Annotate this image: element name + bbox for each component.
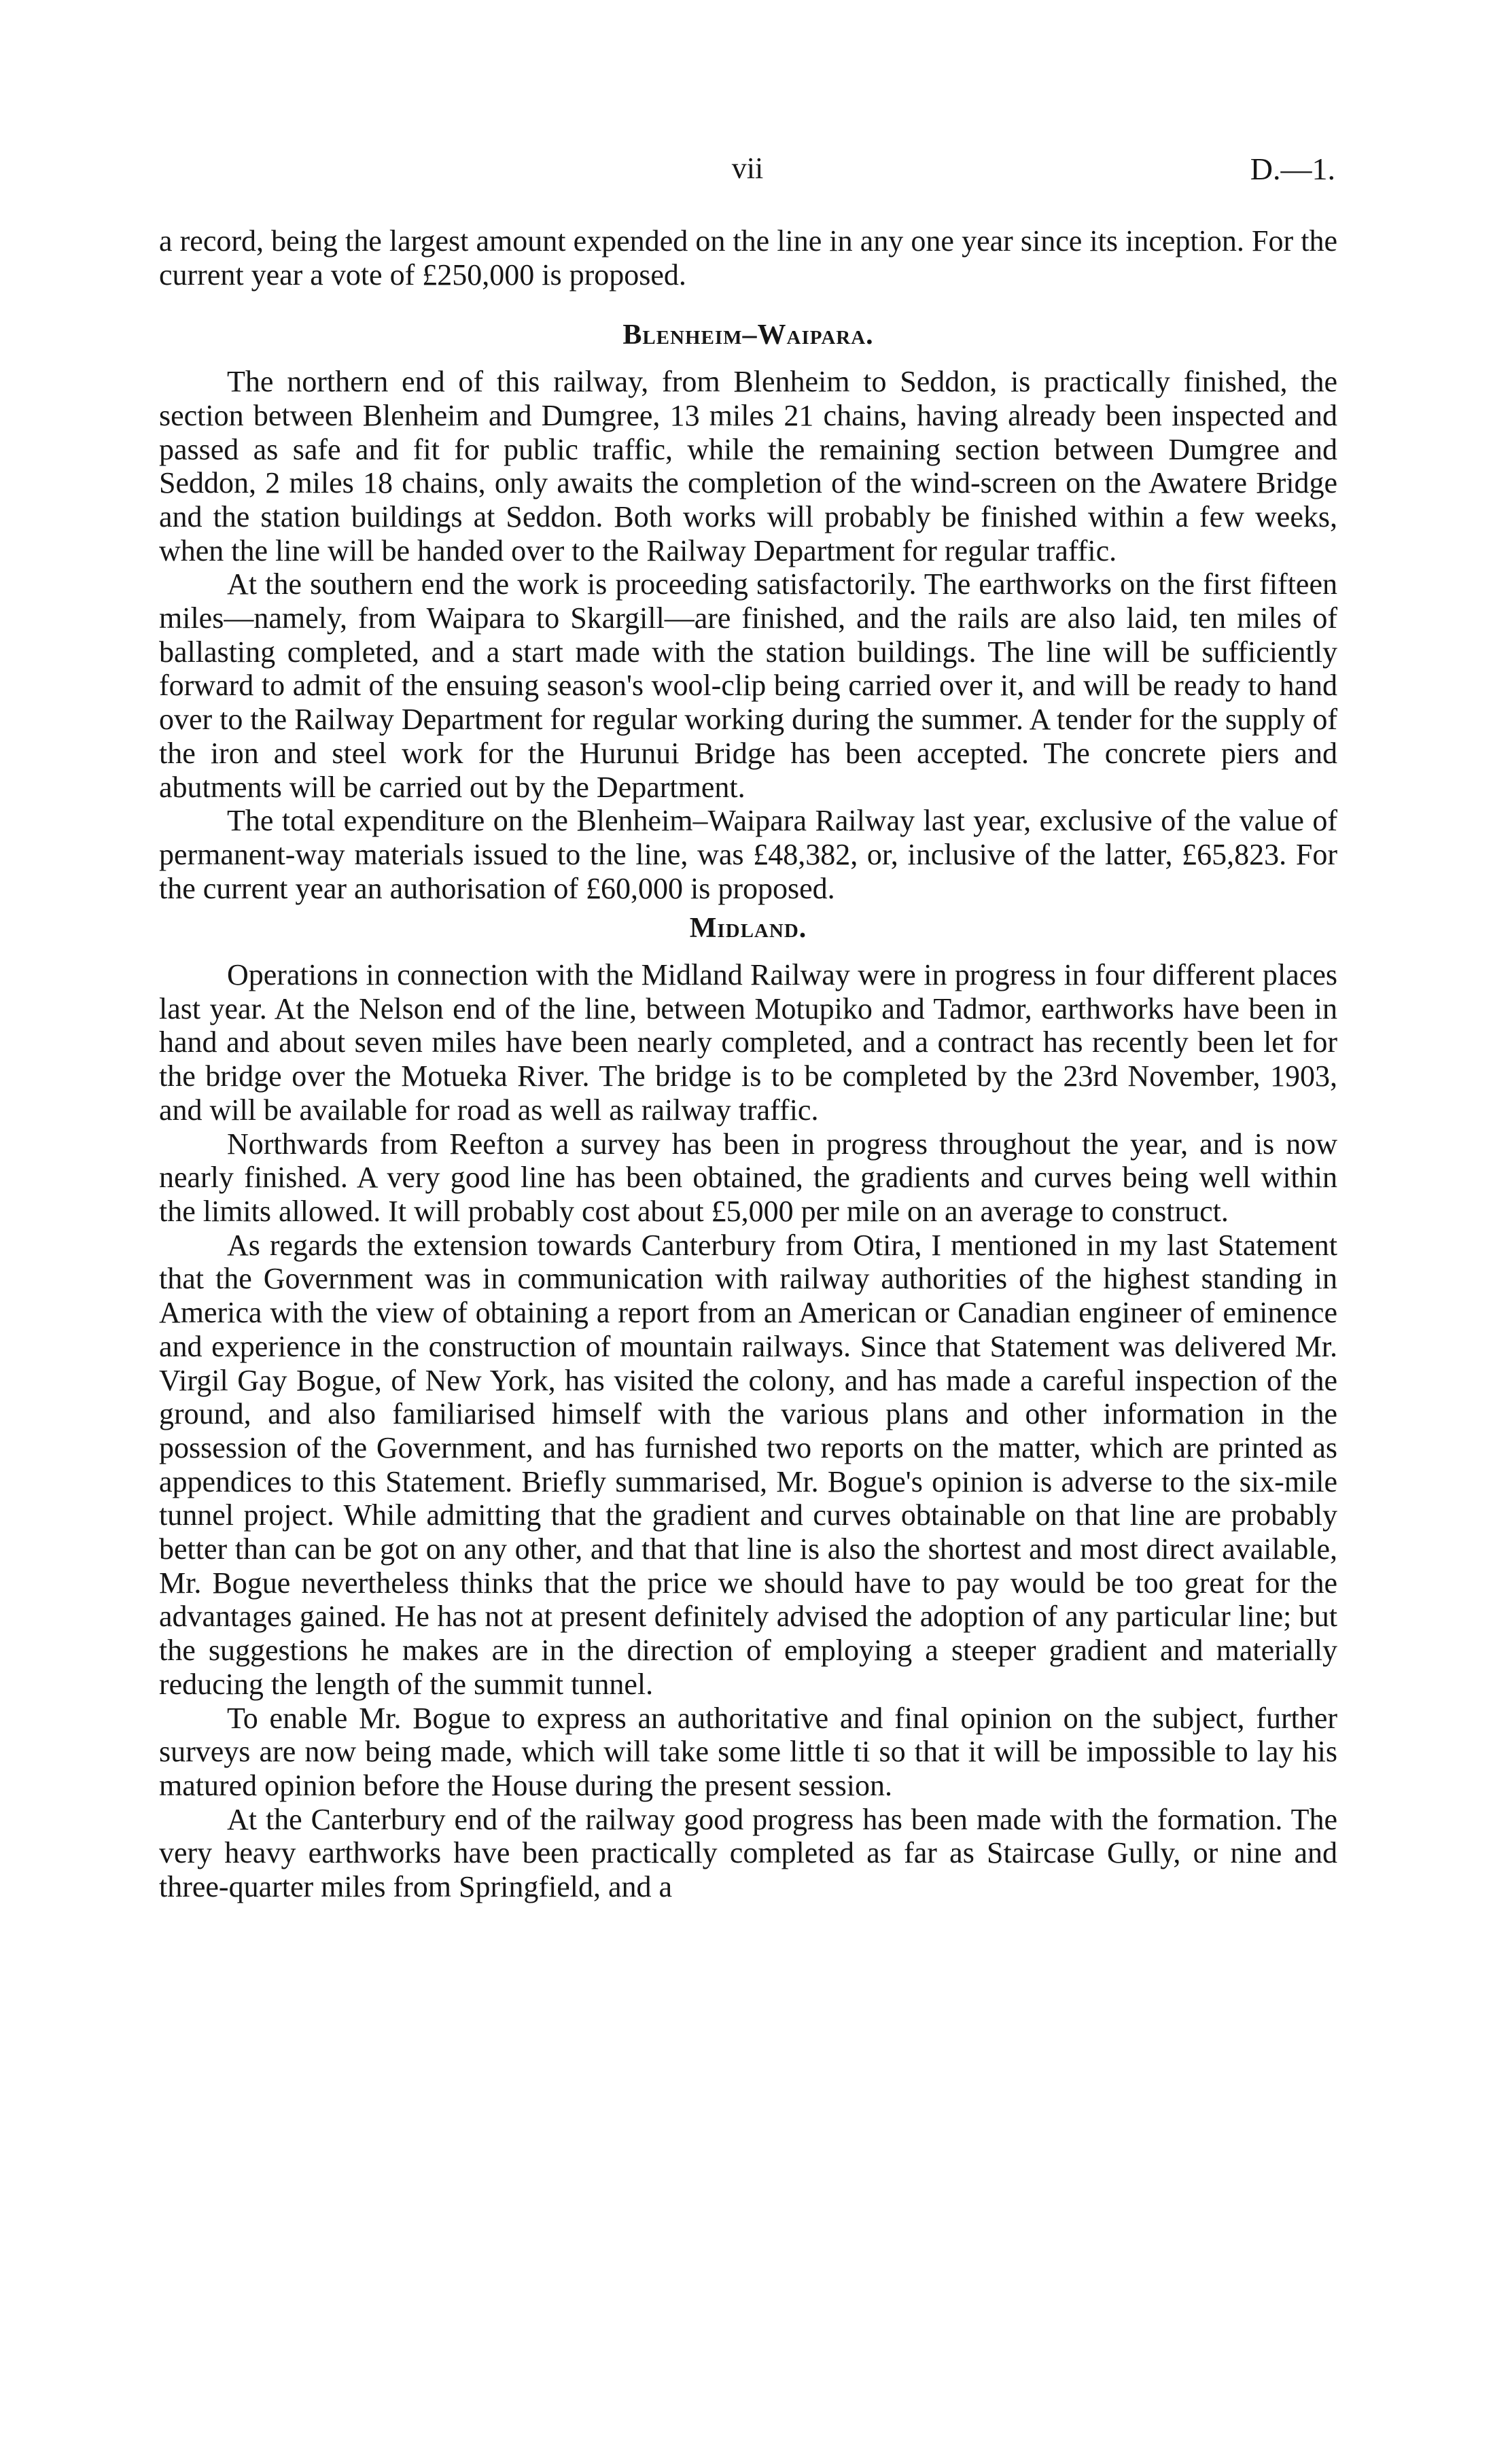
intro-paragraph: a record, being the largest amount expended on the line in any one year since its inception. For the current year a vote of £250,000 is proposed.: [159, 224, 1337, 292]
paragraph: Northwards from Reefton a survey has been in progress throughout the year, and is now nearly finished. A very good line has been obtained, the gradients and curves being well within the limits allowed. It will probably cost about £5,000 per mile on an average to construct.: [159, 1127, 1337, 1228]
section-heading-midland: Midland.: [689, 913, 807, 945]
section-heading-blenheim-waipara: Blenheim–Waipara.: [622, 319, 874, 351]
page-number: vii: [731, 152, 764, 185]
paragraph: At the southern end the work is proceeding satisfactorily. The earthworks on the first fifteen miles—namely, from Waipara to Skargill—are finished, and the rails are also laid, ten miles of ballasting completed, and a start made with the station buildings. The line will be sufficiently forward to admit of the ensuing season's wool-clip being carried over it, and will be ready to hand over to the Railway Department for regular working during the summer. A tender for the supply of the iron and steel work for the Hurunui Bridge has been accepted. The concrete piers and abutments will be carried out by the Department.: [159, 567, 1337, 804]
paragraph: The northern end of this railway, from Blenheim to Seddon, is practically finished, the section between Blenheim and Dumgree, 13 miles 21 chains, having already been inspected and passed as safe and fit for public traffic, while the remaining section between Dumgree and Seddon, 2 miles 18 chains, only awaits the completion of the wind-screen on the Awatere Bridge and the station buildings at Seddon. Both works will probably be finished within a few weeks, when the line will be handed over to the Railway Department for regular traffic.: [159, 365, 1337, 567]
paragraph: As regards the extension towards Canterbury from Otira, I mentioned in my last Statement that the Government was in communication with railway authorities of the highest standing in America with the view of obtaining a report from an American or Canadian engineer of eminence and experience in the construction of mountain railways. Since that Statement was delivered Mr. Virgil Gay Bogue, of New York, has visited the colony, and has made a careful inspection of the ground, and also familiarised himself with the various plans and other information in the possession of the Government, and has furnished two reports on the matter, which are printed as appendices to this Statement. Briefly summarised, Mr. Bogue's opinion is adverse to the six-mile tunnel project. While admitting that the gradient and curves obtainable on that line are probably better than can be got on any other, and that that line is also the shortest and most direct available, Mr. Bogue nevertheless thinks that the price we should have to pay would be too great for the advantages gained. He has not at present definitely advised the adoption of any particular line; but the suggestions he makes are in the direction of employing a steeper gradient and materially reducing the length of the summit tunnel.: [159, 1228, 1337, 1701]
paragraph: At the Canterbury end of the railway good progress has been made with the formation. The very heavy earthworks have been practically completed as far as Staircase Gully, or nine and three-quarter miles from Springfield, and a: [159, 1802, 1337, 1904]
document-body: [159, 224, 1337, 1904]
paragraph: Operations in connection with the Midland Railway were in progress in four different places last year. At the Nelson end of the line, between Motupiko and Tadmor, earthworks have been in hand and about seven miles have been nearly completed, and a contract has recently been let for the bridge over the Motueka River. The bridge is to be completed by the 23rd November, 1903, and will be available for road as well as railway traffic.: [159, 958, 1337, 1127]
paragraph: To enable Mr. Bogue to express an authoritative and final opinion on the subject, further surveys are now being made, which will take some little ti so that it will be impossible to lay his matured opinion before the House during the present session.: [159, 1701, 1337, 1802]
paragraph: The total expenditure on the Blenheim–Waipara Railway last year, exclusive of the value of permanent-way materials issued to the line, was £48,382, or, inclusive of the latter, £65,823. For the current year an authorisation of £60,000 is proposed.: [159, 804, 1337, 905]
document-reference: D.—1.: [1250, 152, 1335, 186]
